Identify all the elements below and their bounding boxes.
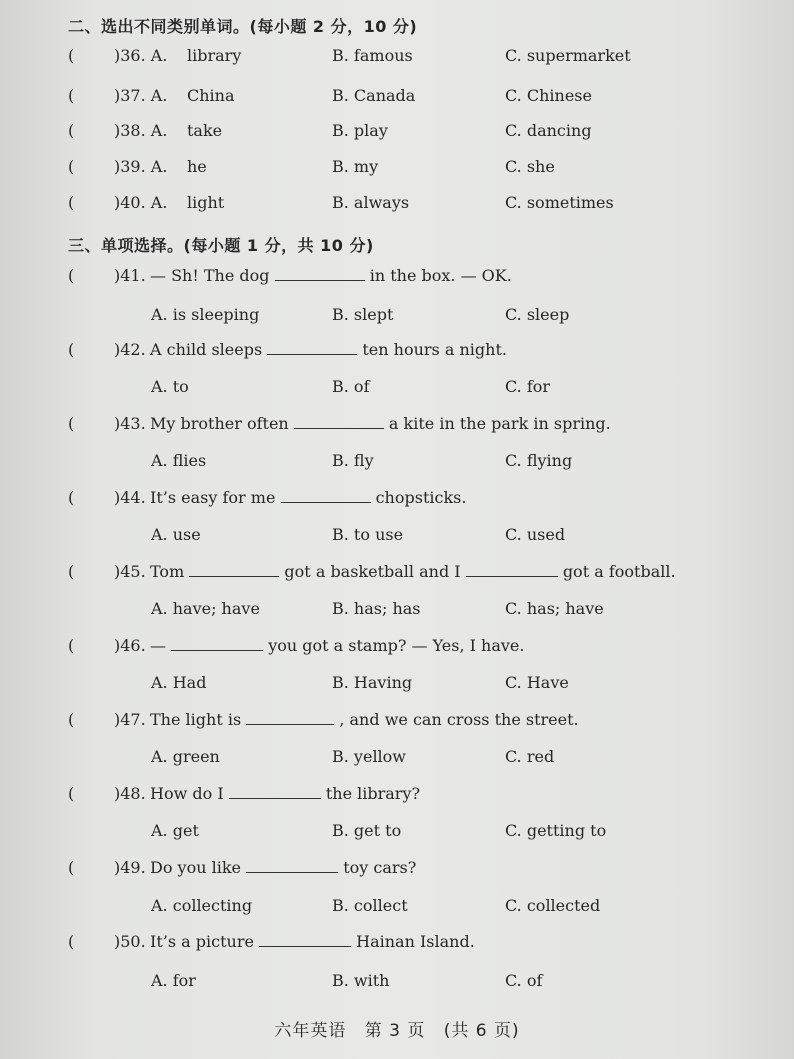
question-number: )42. [114,340,146,359]
question-row [0,710,794,738]
option-a: A. have; have [151,599,260,618]
question-number: )38. A. [114,121,168,140]
options-row [0,451,794,479]
option-a: A. green [151,747,220,766]
option-b: B. always [332,193,410,212]
question-tail: toy cars? [343,858,417,877]
options-row [0,673,794,701]
question-text [150,266,512,285]
footer-subject: 六年英语 [274,1021,347,1041]
question-tail: you got a stamp? — Yes, I have. [268,636,525,655]
question-number: )47. [114,710,146,729]
option-a-word: take [187,121,223,140]
question-tail: Hainan Island. [356,932,475,951]
answer-blank[interactable] [229,784,321,799]
footer-total-pages: (共 6 页) [443,1021,520,1041]
option-a: A. is sleeping [151,305,260,324]
question-tail: , and we can cross the street. [339,710,579,729]
question-stem: The light is [150,710,242,729]
option-a-word: library [187,46,242,65]
question-stem: — Sh! The dog [150,266,270,285]
option-c: C. she [505,157,555,176]
options-row [0,971,794,999]
answer-blank[interactable] [189,562,279,577]
question-row [0,562,794,590]
question-row [0,121,794,149]
question-text [150,636,524,655]
question-stem: Tom [150,562,185,581]
option-a-word: China [187,86,235,105]
question-number: )49. [114,858,146,877]
section-3-title: 三、单项选择。(每小题 1 分，共 10 分) [68,236,374,255]
answer-paren-open: ( [68,157,75,176]
answer-blank[interactable] [281,488,371,503]
question-tail: a kite in the park in spring. [388,414,611,433]
question-text [150,340,507,359]
option-b: B. Canada [332,86,416,105]
question-text [150,932,475,951]
answer-paren-open: ( [68,784,75,803]
question-text [150,488,466,507]
footer-page-number: 第 3 页 [364,1021,426,1041]
option-a: A. use [151,525,201,544]
question-row [0,858,794,886]
question-middle: got a basketball and I [284,562,461,581]
question-stem: It’s a picture [150,932,254,951]
question-number: )37. A. [114,86,168,105]
section-2-title: 二、选出不同类别单词。(每小题 2 分，10 分) [68,17,418,36]
question-tail: the library? [325,784,421,803]
answer-paren-open: ( [68,86,75,105]
option-c: C. supermarket [505,46,631,65]
question-number: )39. A. [114,157,168,176]
option-c: C. getting to [505,821,607,840]
question-number: )41. [114,266,146,285]
answer-paren-open: ( [68,340,75,359]
option-a-word: he [187,157,207,176]
question-number: )48. [114,784,146,803]
answer-paren-open: ( [68,932,75,951]
answer-paren-open: ( [68,46,75,65]
question-text [150,414,611,433]
option-a: A. for [151,971,196,990]
question-tail: ten hours a night. [362,340,507,359]
option-b: B. yellow [332,747,406,766]
option-a: A. to [151,377,189,396]
option-b: B. with [332,971,390,990]
answer-blank[interactable] [466,562,558,577]
question-stem: — [150,636,166,655]
option-b: B. fly [332,451,374,470]
answer-blank[interactable] [259,932,351,947]
question-row [0,636,794,664]
answer-paren-open: ( [68,414,75,433]
options-row [0,747,794,775]
question-row [0,266,794,294]
question-stem: A child sleeps [150,340,263,359]
option-c: C. red [505,747,555,766]
question-number: )45. [114,562,146,581]
question-text [150,710,579,729]
options-row [0,896,794,924]
answer-paren-open: ( [68,488,75,507]
answer-blank[interactable] [294,414,384,429]
answer-paren-open: ( [68,858,75,877]
option-c: C. dancing [505,121,592,140]
question-tail: got a football. [562,562,676,581]
answer-paren-open: ( [68,562,75,581]
question-row [0,414,794,442]
bleed-through-text [615,10,619,26]
option-b: B. has; has [332,599,421,618]
question-text [150,858,416,877]
option-b: B. Having [332,673,413,692]
answer-paren-open: ( [68,710,75,729]
options-row [0,525,794,553]
option-b: B. to use [332,525,404,544]
question-text [150,562,676,581]
question-number: )50. [114,932,146,951]
question-row [0,488,794,516]
options-row [0,821,794,849]
question-number: )36. A. [114,46,168,65]
question-tail: in the box. — OK. [369,266,512,285]
option-a: A. collecting [151,896,253,915]
question-row [0,784,794,812]
options-row [0,305,794,333]
question-row [0,157,794,185]
question-number: )46. [114,636,146,655]
answer-blank[interactable] [246,858,338,873]
question-row [0,932,794,960]
options-row [0,599,794,627]
answer-paren-open: ( [68,193,75,212]
question-row [0,340,794,368]
answer-paren-open: ( [68,636,75,655]
option-b: B. my [332,157,379,176]
option-b: B. collect [332,896,408,915]
option-a: A. get [151,821,199,840]
question-stem: My brother often [150,414,289,433]
option-b: B. famous [332,46,413,65]
question-number: )40. A. [114,193,168,212]
question-row [0,193,794,221]
option-c: C. Have [505,673,569,692]
option-b: B. slept [332,305,394,324]
answer-blank[interactable] [275,266,365,281]
question-row [0,46,794,74]
option-c: C. sometimes [505,193,614,212]
answer-paren-open: ( [68,121,75,140]
option-c: C. sleep [505,305,570,324]
page-footer [0,1016,794,1041]
option-c: C. flying [505,451,573,470]
option-b: B. get to [332,821,402,840]
question-stem: How do I [150,784,224,803]
answer-blank[interactable] [267,340,357,355]
answer-blank[interactable] [246,710,334,725]
question-tail: chopsticks. [375,488,467,507]
question-stem: Do you like [150,858,242,877]
option-b: B. of [332,377,370,396]
option-a: A. flies [151,451,207,470]
option-c: C. used [505,525,566,544]
option-c: C. for [505,377,551,396]
answer-blank[interactable] [171,636,263,651]
option-c: C. has; have [505,599,604,618]
option-a-word: light [187,193,225,212]
question-number: )43. [114,414,146,433]
question-stem: It’s easy for me [150,488,276,507]
options-row [0,377,794,405]
question-text [150,784,420,803]
option-c: C. Chinese [505,86,592,105]
option-b: B. play [332,121,388,140]
question-row [0,86,794,114]
option-a: A. Had [151,673,207,692]
answer-paren-open: ( [68,266,75,285]
question-number: )44. [114,488,146,507]
option-c: C. collected [505,896,601,915]
option-c: C. of [505,971,543,990]
